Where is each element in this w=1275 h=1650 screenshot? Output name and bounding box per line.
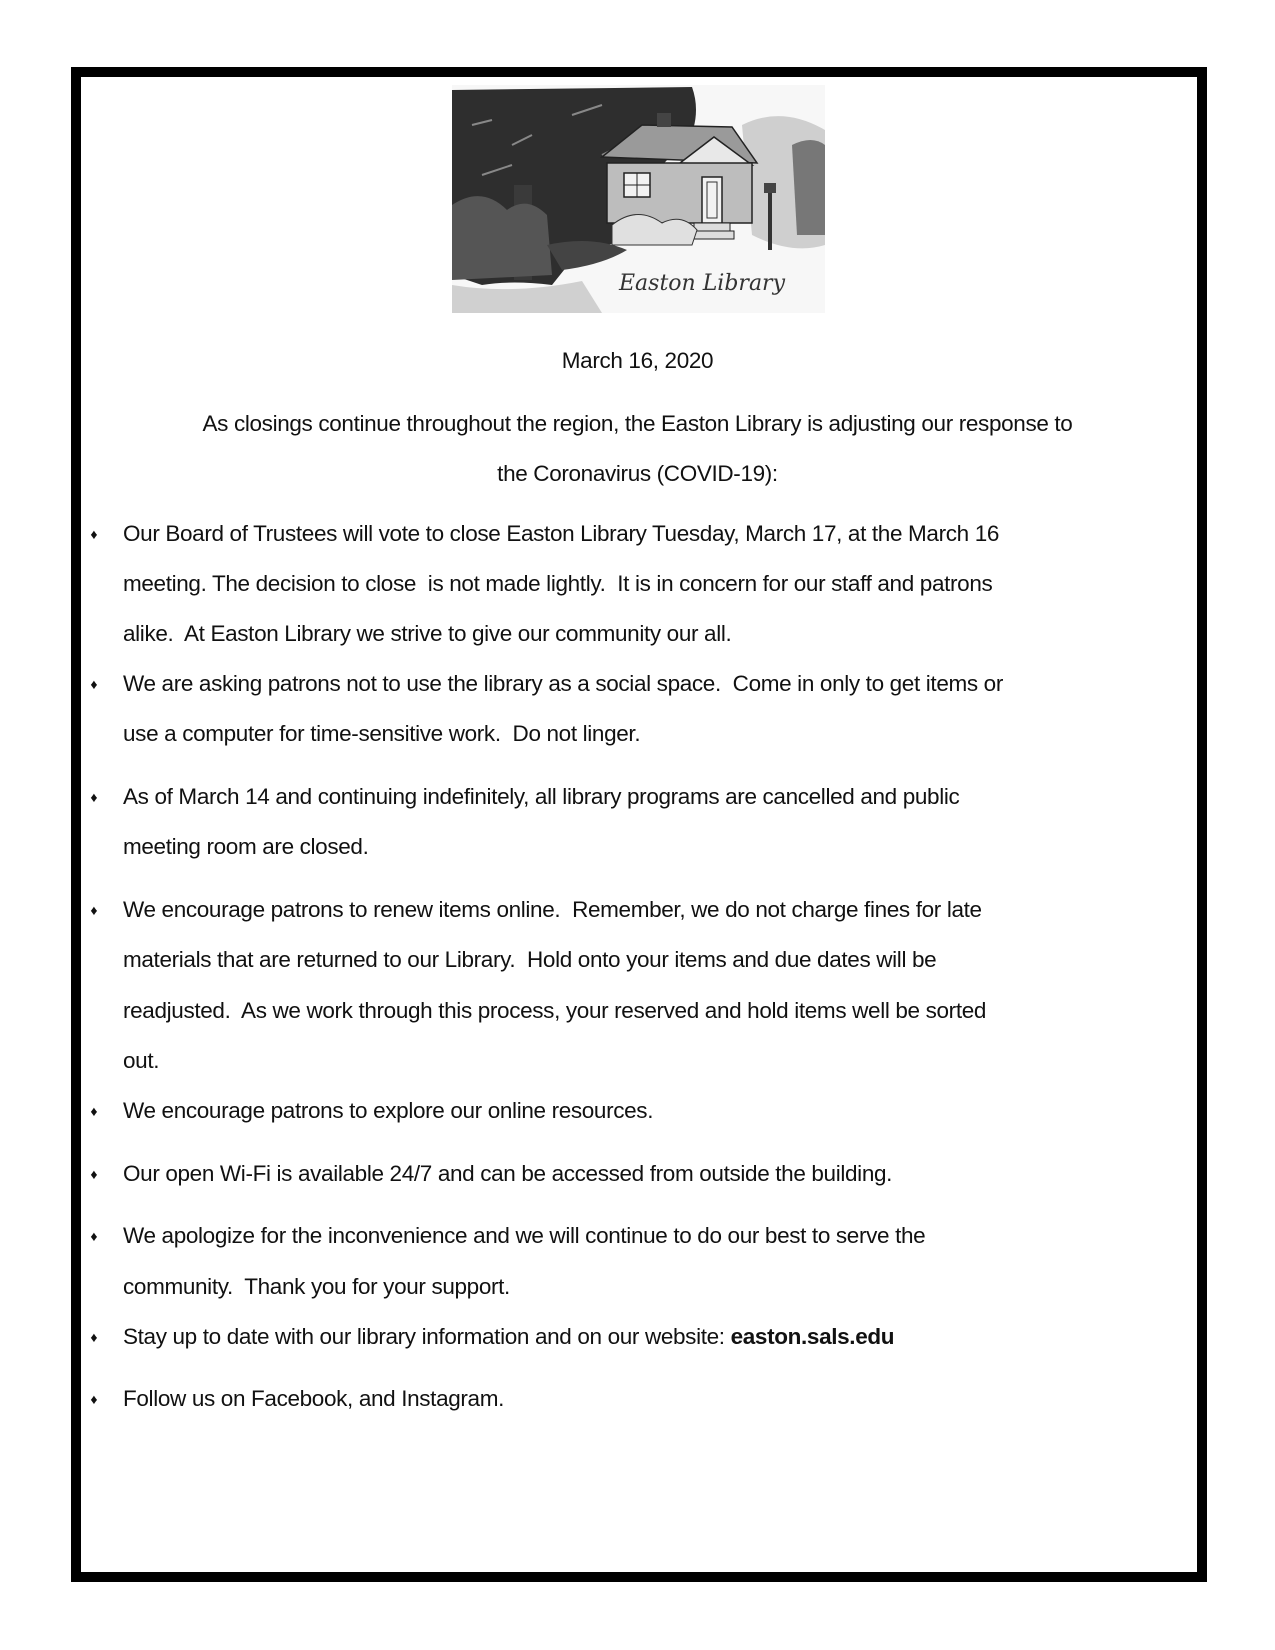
- bullet-2-line-1: We are asking patrons not to use the library as a social space. Come in only to get items or: [123, 671, 1003, 696]
- bullet-diamond-icon: ♦: [90, 1103, 98, 1119]
- library-drawing: [452, 85, 825, 313]
- bullet-4-line-3: readjusted. As we work through this process, your reserved and hold items well be sorted: [123, 998, 987, 1023]
- bullet-diamond-icon: ♦: [90, 789, 98, 805]
- logo-caption: Easton Library: [618, 271, 786, 296]
- bullet-4-line-2: materials that are returned to our Library. Hold onto your items and due dates will be: [123, 947, 937, 972]
- intro-line-1: As closings continue throughout the region, the Easton Library is adjusting our response to: [202, 411, 1073, 436]
- document-date: March 16, 2020: [561, 348, 714, 373]
- bullet-7-line-1: We apologize for the inconvenience and we will continue to do our best to serve the: [123, 1223, 926, 1248]
- bullet-diamond-icon: ♦: [90, 526, 98, 542]
- bullet-6-line-1: Our open Wi-Fi is available 24/7 and can be accessed from outside the building.: [123, 1161, 893, 1186]
- bullet-9-line-1: Follow us on Facebook, and Instagram.: [123, 1386, 505, 1411]
- bullet-diamond-icon: ♦: [90, 676, 98, 692]
- bullet-4-line-4: out.: [123, 1048, 160, 1073]
- bullet-4-line-1: We encourage patrons to renew items online. Remember, we do not charge fines for late: [123, 897, 982, 922]
- bullet-7-line-2: community. Thank you for your support.: [123, 1274, 510, 1299]
- bullet-3-line-1: As of March 14 and continuing indefinitely, all library programs are cancelled and public: [123, 784, 960, 809]
- bullet-1-line-3: alike. At Easton Library we strive to give our community our all.: [123, 621, 732, 646]
- website-link[interactable]: easton.sals.edu: [730, 1324, 895, 1349]
- bullet-diamond-icon: ♦: [90, 1166, 98, 1182]
- bullet-diamond-icon: ♦: [90, 1228, 98, 1244]
- bullet-diamond-icon: ♦: [90, 1329, 98, 1345]
- bullet-1-line-2: meeting. The decision to close is not made lightly. It is in concern for our staff and patrons: [123, 571, 993, 596]
- intro-line-2: the Coronavirus (COVID-19):: [497, 461, 778, 486]
- bullet-2-line-2: use a computer for time-sensitive work. Do not linger.: [123, 721, 641, 746]
- bullet-diamond-icon: ♦: [90, 902, 98, 918]
- library-logo-image: [452, 85, 825, 313]
- bullet-8-line-1: [123, 1322, 894, 1352]
- bullet-3-line-2: meeting room are closed.: [123, 834, 369, 859]
- bullet-5-line-1: We encourage patrons to explore our online resources.: [123, 1098, 654, 1123]
- bullet-1-line-1: Our Board of Trustees will vote to close Easton Library Tuesday, March 17, at the March 16: [123, 521, 1000, 546]
- bullet-8-text: Stay up to date with our library information and on our website:: [123, 1324, 731, 1349]
- bullet-diamond-icon: ♦: [90, 1391, 98, 1407]
